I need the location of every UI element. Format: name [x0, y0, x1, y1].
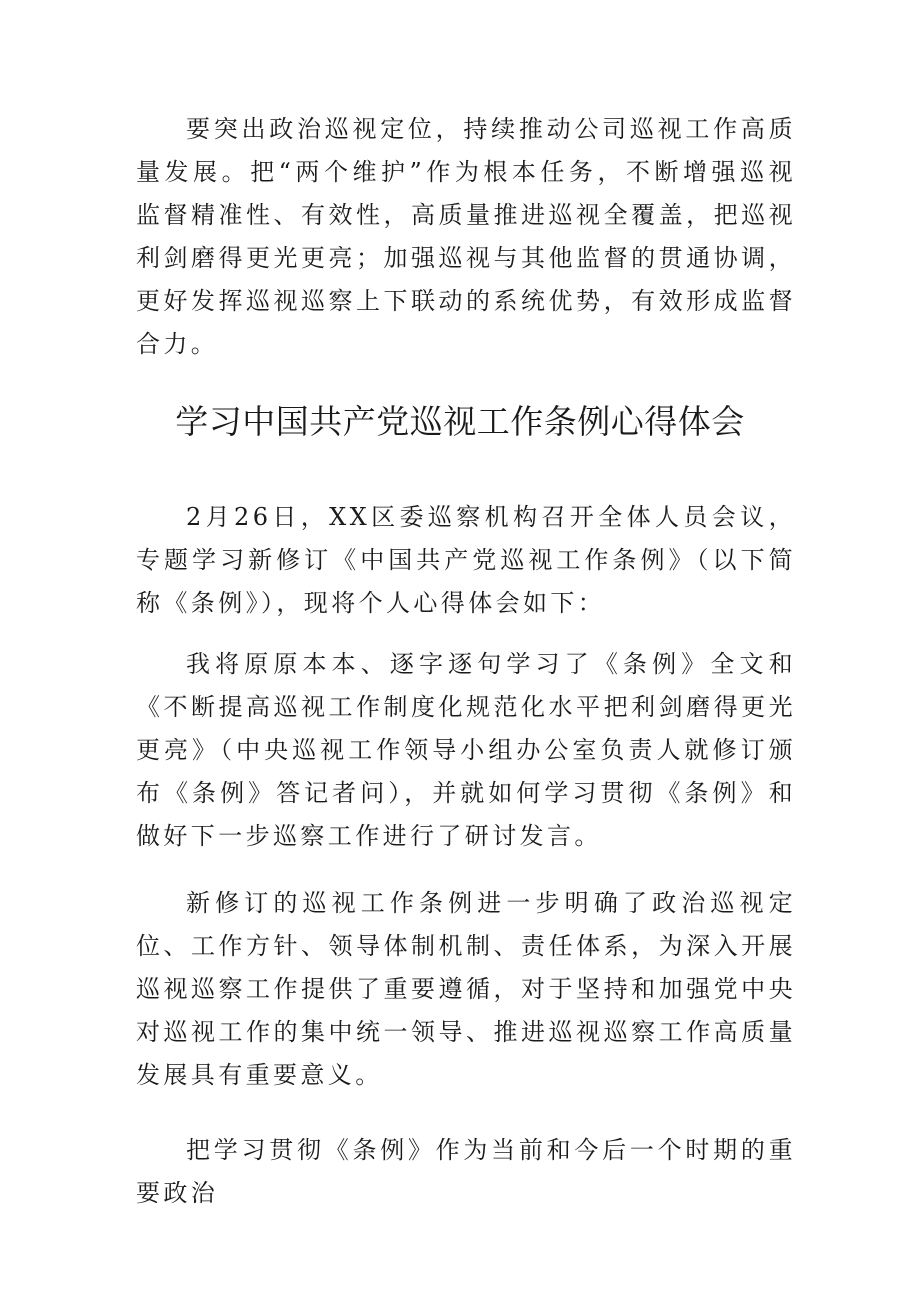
body-paragraph-meeting: 2月26日，XX区委巡察机构召开全体人员会议，专题学习新修订《中国共产党巡视工作条例》（以下简称《条例》），现将个人心得体会如下： [136, 503, 796, 617]
document-title: 学习中国共产党巡视工作条例心得体会 [175, 402, 745, 441]
body-paragraph-continuation: 把学习贯彻《条例》作为当前和今后一个时期的重要政治 [136, 1136, 796, 1207]
body-paragraph-study: 我将原原本本、逐字逐句学习了《条例》全文和《不断提高巡视工作制度化规范化水平把利剑磨得更光更亮》（中央巡视工作领导小组办公室负责人就修订颁布《条例》答记者问），并就如何学习贯彻《条例》和做好下一步巡察工作进行了研讨发言。 [136, 650, 796, 850]
body-paragraph-significance: 新修订的巡视工作条例进一步明确了政治巡视定位、工作方针、领导体制机制、责任体系，为深入开展巡视巡察工作提供了重要遵循，对于坚持和加强党中央对巡视工作的集中统一领导、推进巡视巡察工作高质量发展具有重要意义。 [136, 889, 796, 1089]
intro-paragraph: 要突出政治巡视定位，持续推动公司巡视工作高质量发展。把“两个维护”作为根本任务，不断增强巡视监督精准性、有效性，高质量推进巡视全覆盖，把巡视利剑磨得更光更亮；加强巡视与其他监督的贯通协调，更好发挥巡视巡察上下联动的系统优势，有效形成监督合力。 [136, 115, 796, 358]
